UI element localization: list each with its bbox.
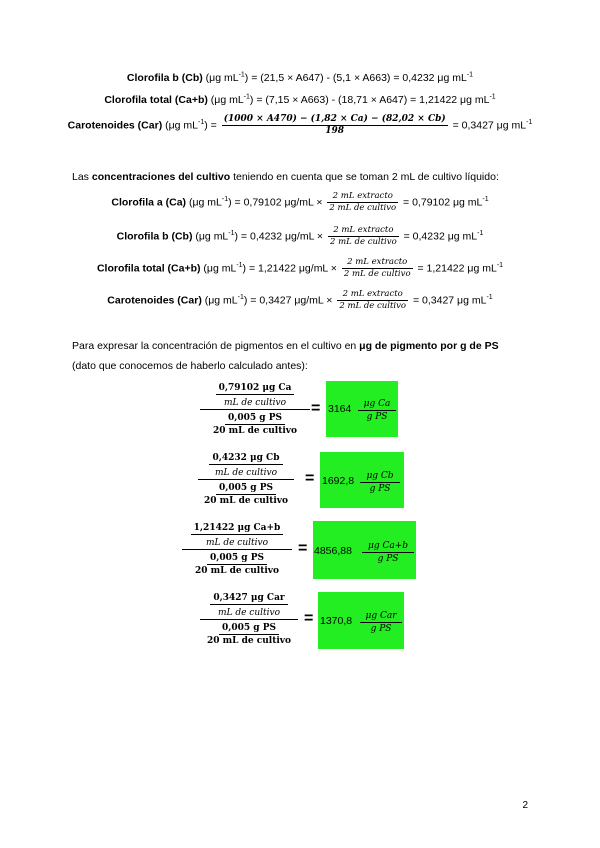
result-unit-ctotal: μg Ca+b g PS — [362, 540, 414, 565]
cultivo-row-ca: Clorofila a (Ca) (μg $mL^{-1}) = 0,79102$ μg/mL × $\frac{\text{2 mL extracto}}{\text{2 mL de cultivo}}$ = 0,79102 μg $mL^{-1}$ — [111, 191, 489, 213]
extracto-fraction: $\frac{\text{2 mL extracto}}{\text{2 mL de cultivo}}$ — [339, 289, 407, 311]
result-unit-car: μg Car g PS — [360, 610, 402, 635]
compound-fraction-cb: 0,4232 μg Cb mL de cultivo 0,005 g PS 20 mL de cultivo — [198, 452, 294, 507]
pigmento-intro-line1: Para expresar la concentración de pigmentos en el cultivo en μg de pigmento por g de PS — [72, 340, 499, 352]
formula-car: Carotenoides (Car) (μg $mL^{-1}$) = $\frac{(1000 \times A470) - (1,82 \times Ca) - (82,02 \times Cb)}{198}$ = 0,3427 μg $mL^{-1}$ — [67, 114, 533, 136]
compound-fraction-ca: 0,79102 μg Ca mL de cultivo 0,005 g PS 20 mL de cultivo — [200, 382, 310, 437]
result-value-car: 1370,8 — [320, 615, 353, 627]
extracto-fraction: $\frac{\text{2 mL extracto}}{\text{2 mL de cultivo}}$ — [329, 191, 397, 213]
page-number: 2 — [522, 800, 528, 811]
car-fraction: $\frac{(1000 \times A470) - (1,82 \times Ca) - (82,02 \times Cb)}{198}$ — [223, 114, 446, 136]
result-unit-cb: μg Cb g PS — [360, 470, 400, 495]
extracto-fraction: $\frac{\text{2 mL extracto}}{\text{2 mL de cultivo}}$ — [343, 257, 411, 279]
pigmento-intro-line2: (dato que conocemos de haberlo calculado antes): — [72, 360, 308, 372]
cultivo-row-cb: Clorofila b (Cb) (μg $mL^{-1}) = 0,4232$ μg/mL × $\frac{\text{2 mL extracto}}{\text{2 mL de cultivo}}$ = 0,4232 μg $mL^{-1}$ — [116, 225, 484, 247]
equals-sign: = — [298, 540, 308, 557]
cultivo-intro: Las concentraciones del cultivo teniendo en cuenta que se toman 2 mL de cultivo líquido: — [72, 171, 499, 183]
compound-fraction-ctotal: 1,21422 μg Ca+b mL de cultivo 0,005 g PS 20 mL de cultivo — [182, 522, 292, 577]
result-value-ca: 3164 — [328, 403, 352, 415]
cultivo-row-car: Carotenoides (Car) (μg $mL^{-1}) = 0,3427$ μg/mL × $\frac{\text{2 mL extracto}}{\text{2 mL de cultivo}}$ = 0,3427 μg $mL^{-1}$ — [107, 289, 493, 311]
result-unit-ca: μg Ca g PS — [358, 398, 396, 423]
formula-cb: Clorofila b (Cb) (μg $mL^{-1}) = (21,5 \times A647) - (5,1 \times A663) = 0,4232$ μg $mL^{-1}$ — [126, 71, 474, 84]
cultivo-row-ctotal: Clorofila total (Ca+b) (μg $mL^{-1}) = 1,21422$ μg/mL × $\frac{\text{2 mL extracto}}{\text{2 mL de cultivo}}$ = 1,21422 μg $mL^{-1}$ — [96, 257, 504, 279]
extracto-fraction: $\frac{\text{2 mL extracto}}{\text{2 mL de cultivo}}$ — [330, 225, 397, 247]
equals-sign: = — [304, 610, 314, 627]
result-value-cb: 1692,8 — [322, 475, 355, 487]
equals-sign: = — [311, 400, 321, 417]
result-value-ctotal: 4856,88 — [314, 545, 352, 557]
formula-ctotal: Clorofila total (Ca+b) (μg $mL^{-1}) = (7,15 \times A663) - (18,71 \times A647) = 1,21422$ μg $mL^{-1}$ — [104, 93, 496, 106]
compound-fraction-car: 0,3427 μg Car mL de cultivo 0,005 g PS 20 mL de cultivo — [200, 592, 298, 647]
equals-sign: = — [305, 470, 315, 487]
